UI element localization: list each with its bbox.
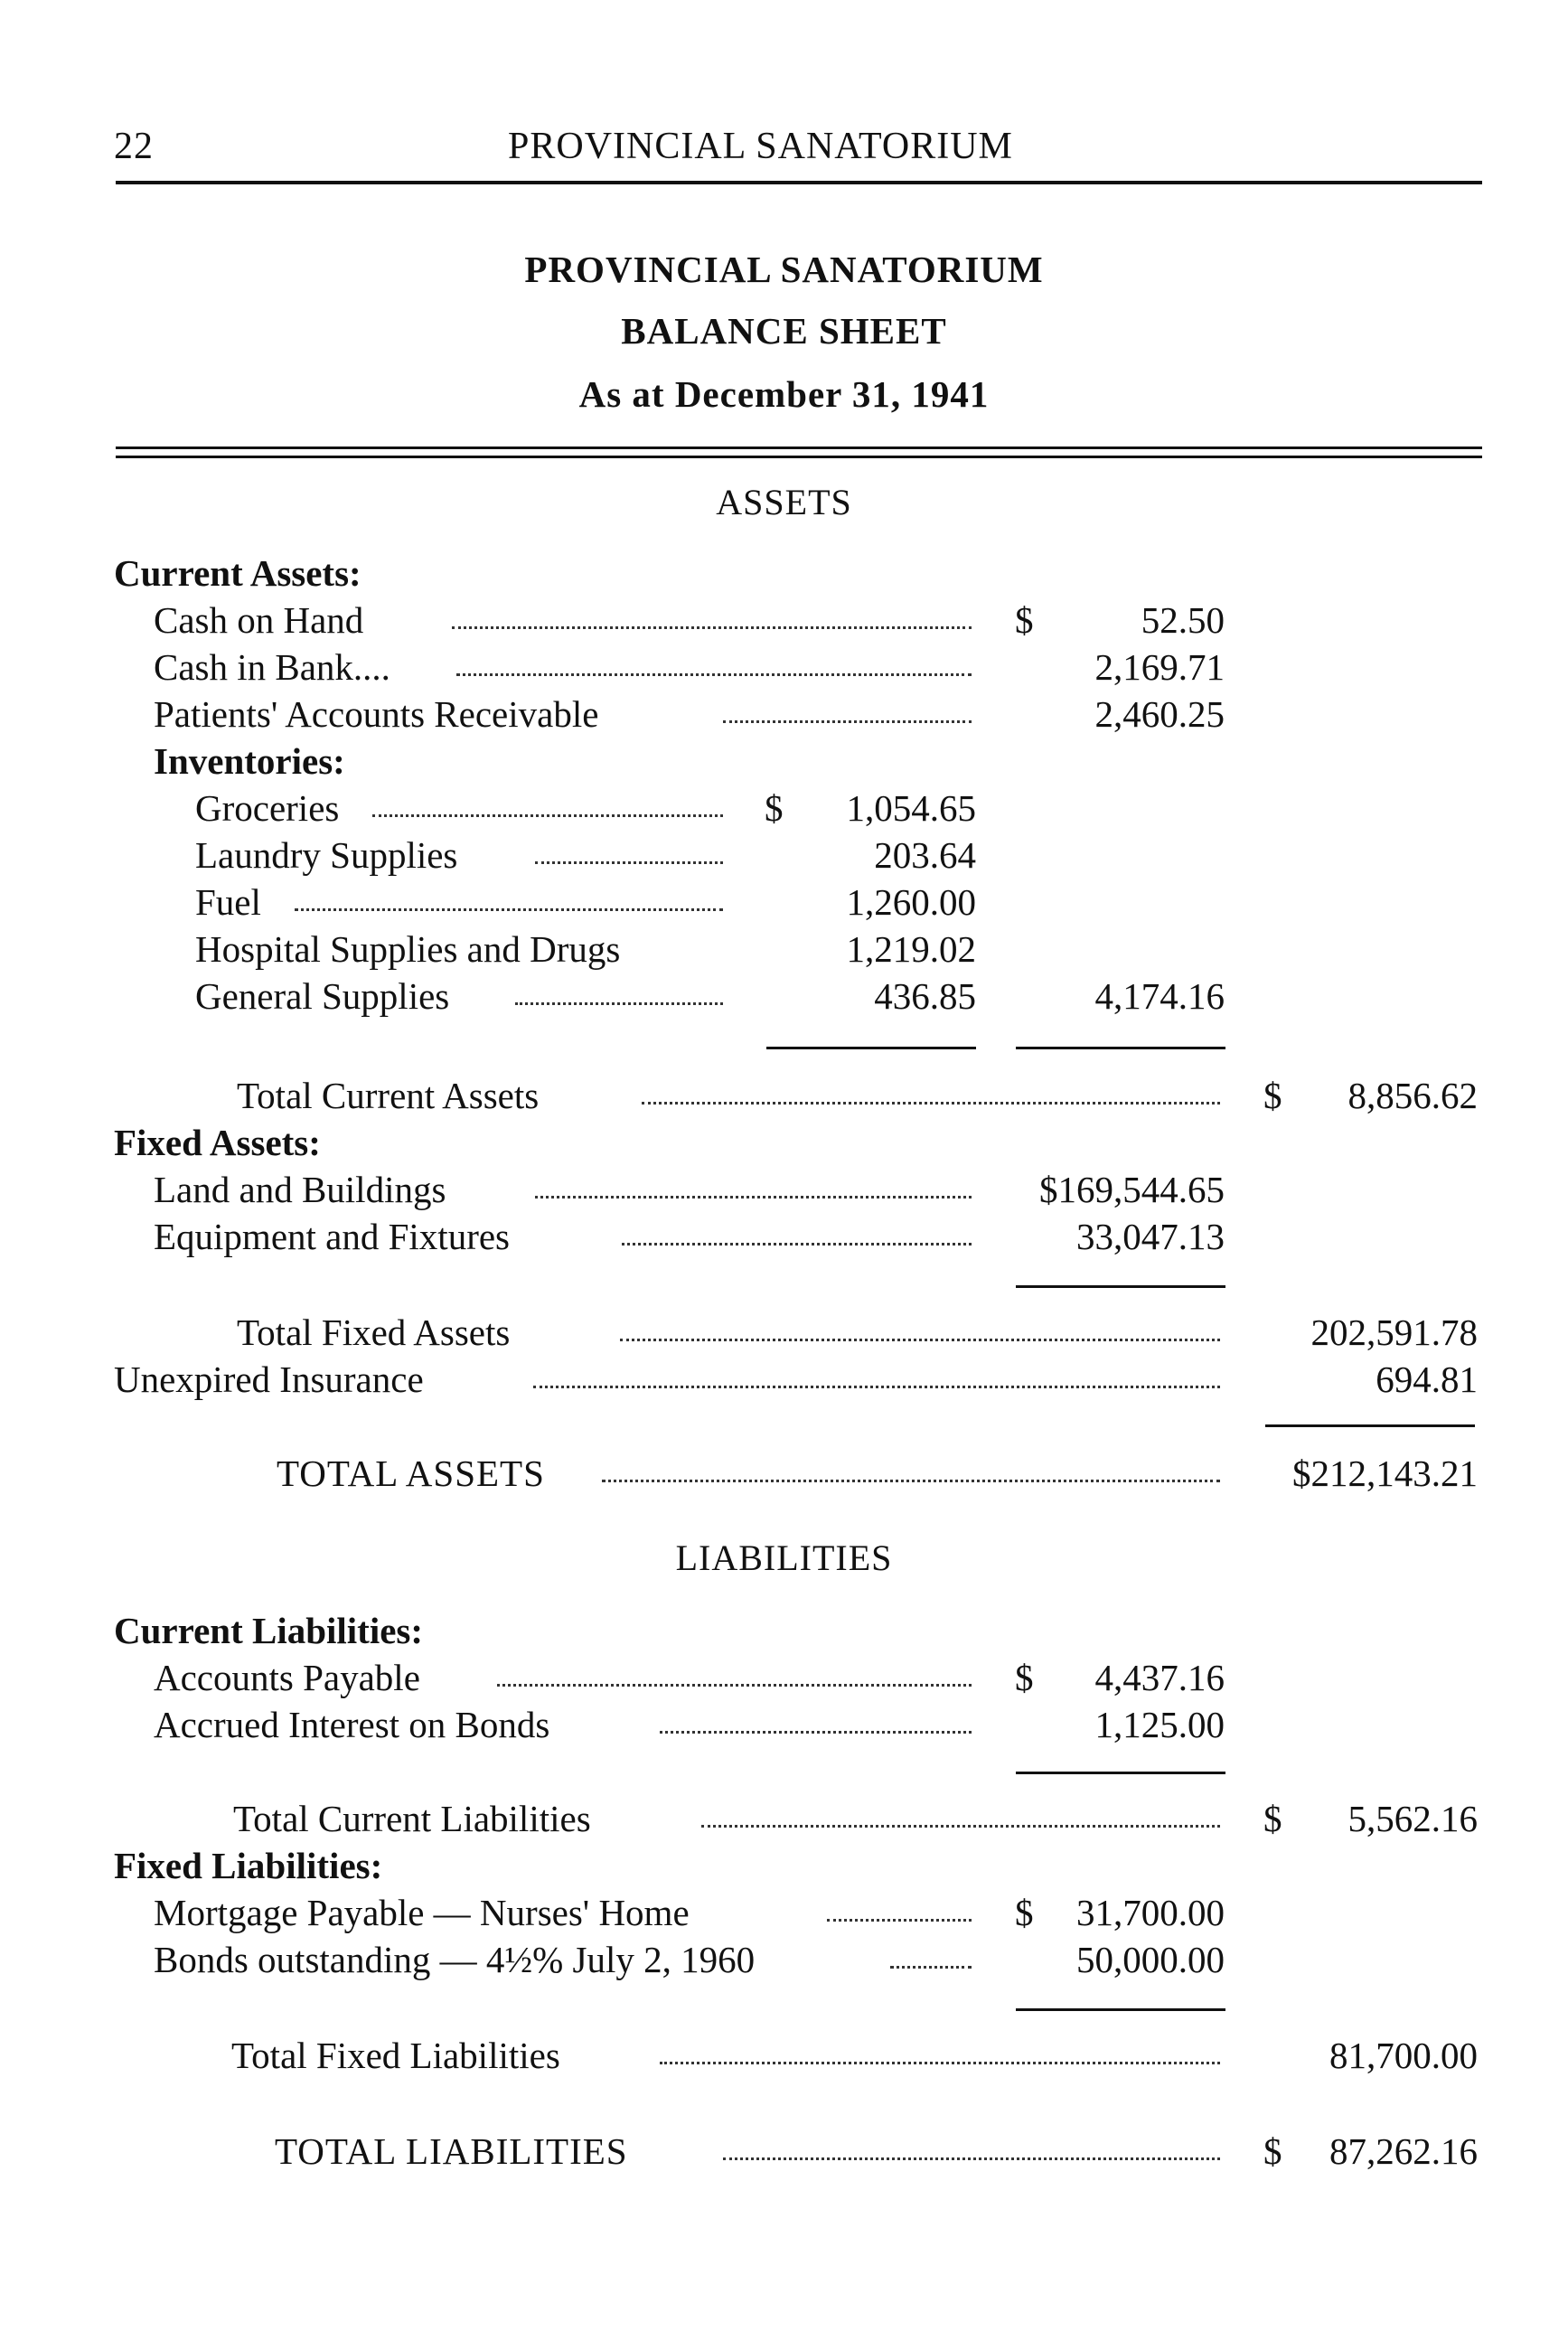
leader-dots (452, 619, 972, 629)
hospital-supplies-value: 1,219.02 (846, 928, 976, 970)
total-fixed-liabilities-label: Total Fixed Liabilities (231, 2035, 560, 2076)
leader-dots (602, 1472, 1220, 1482)
cash-on-hand-label: Cash on Hand (154, 599, 364, 641)
general-supplies-value: 436.85 (874, 975, 976, 1017)
total-assets-label: TOTAL ASSETS (277, 1452, 545, 1494)
subtotal-rule (1016, 1772, 1225, 1774)
inventories-total-value: 4,174.16 (1094, 975, 1225, 1017)
laundry-value: 203.64 (874, 834, 976, 876)
currency-symbol: $ (1015, 1657, 1034, 1698)
cash-on-hand-value: 52.50 (1141, 599, 1225, 641)
total-fixed-assets-label: Total Fixed Assets (237, 1311, 511, 1353)
total-rule (1265, 1424, 1475, 1427)
leader-dots (533, 1378, 1220, 1388)
assets-heading: ASSETS (716, 482, 852, 522)
accounts-payable-value: 4,437.16 (1094, 1657, 1225, 1698)
laundry-label: Laundry Supplies (195, 834, 458, 876)
total-liabilities-label: TOTAL LIABILITIES (275, 2130, 628, 2172)
cash-in-bank-value: 2,169.71 (1094, 646, 1225, 688)
currency-symbol: $ (1015, 599, 1034, 641)
land-buildings-value: $169,544.65 (1039, 1169, 1225, 1210)
current-assets-heading: Current Assets: (114, 552, 361, 594)
leader-dots (535, 854, 723, 864)
fixed-liabilities-heading: Fixed Liabilities: (114, 1845, 383, 1886)
subtotal-rule (1016, 1047, 1225, 1049)
bonds-outstanding-value: 50,000.00 (1076, 1939, 1225, 1980)
leader-dots (660, 2054, 1220, 2064)
title-rule-top (116, 446, 1482, 449)
leader-dots (372, 807, 723, 817)
title-rule-bottom (116, 456, 1482, 458)
total-current-assets-label: Total Current Assets (237, 1075, 540, 1116)
leader-dots (827, 1912, 972, 1922)
cash-in-bank-label: Cash in Bank.... (154, 646, 390, 688)
leader-dots (660, 1724, 972, 1734)
header-rule (116, 181, 1482, 184)
document-subtitle: BALANCE SHEET (621, 310, 947, 352)
leader-dots (890, 1959, 972, 1969)
currency-symbol: $ (1263, 2130, 1282, 2172)
accrued-interest-value: 1,125.00 (1094, 1704, 1225, 1745)
groceries-value: 1,054.65 (846, 787, 976, 829)
inventories-heading: Inventories: (154, 740, 345, 782)
hospital-supplies-label: Hospital Supplies and Drugs (195, 928, 621, 970)
total-fixed-liabilities-value: 81,700.00 (1329, 2035, 1478, 2076)
mortgage-payable-label: Mortgage Payable — Nurses' Home (154, 1892, 690, 1933)
liabilities-heading: LIABILITIES (675, 1537, 893, 1578)
leader-dots (456, 666, 972, 676)
leader-dots (535, 1189, 972, 1198)
leader-dots (497, 1677, 972, 1687)
leader-dots (723, 713, 972, 723)
leader-dots (620, 1331, 1220, 1341)
currency-symbol: $ (1263, 1798, 1282, 1839)
leader-dots (642, 1095, 1220, 1104)
subtotal-rule (766, 1047, 976, 1049)
currency-symbol: $ (1263, 1075, 1282, 1116)
unexpired-insurance-label: Unexpired Insurance (114, 1358, 424, 1400)
patients-receivable-label: Patients' Accounts Receivable (154, 693, 599, 735)
page-number: 22 (114, 126, 154, 167)
total-current-assets-value: 8,856.62 (1347, 1075, 1478, 1116)
fuel-value: 1,260.00 (846, 881, 976, 923)
leader-dots (295, 901, 723, 911)
leader-dots (515, 995, 723, 1005)
leader-dots (723, 2150, 1220, 2160)
unexpired-insurance-value: 694.81 (1376, 1358, 1478, 1400)
leader-dots (622, 1236, 972, 1246)
equipment-fixtures-label: Equipment and Fixtures (154, 1216, 511, 1257)
patients-receivable-value: 2,460.25 (1094, 693, 1225, 735)
equipment-fixtures-value: 33,047.13 (1076, 1216, 1225, 1257)
accounts-payable-label: Accounts Payable (154, 1657, 420, 1698)
bonds-outstanding-label: Bonds outstanding — 4½% July 2, 1960 (154, 1939, 756, 1980)
document-title: PROVINCIAL SANATORIUM (524, 249, 1044, 290)
subtotal-rule (1016, 1285, 1225, 1288)
fuel-label: Fuel (195, 881, 261, 923)
groceries-label: Groceries (195, 787, 340, 829)
currency-symbol: $ (1015, 1892, 1034, 1933)
currency-symbol: $ (765, 787, 784, 829)
accrued-interest-label: Accrued Interest on Bonds (154, 1704, 550, 1745)
total-current-liabilities-value: 5,562.16 (1347, 1798, 1478, 1839)
running-head: PROVINCIAL SANATORIUM (508, 126, 1013, 167)
fixed-assets-heading: Fixed Assets: (114, 1122, 321, 1163)
leader-dots (701, 1818, 1220, 1828)
total-liabilities-value: 87,262.16 (1329, 2130, 1478, 2172)
mortgage-payable-value: 31,700.00 (1076, 1892, 1225, 1933)
general-supplies-label: General Supplies (195, 975, 450, 1017)
total-fixed-assets-value: 202,591.78 (1310, 1311, 1478, 1353)
land-buildings-label: Land and Buildings (154, 1169, 446, 1210)
date-line: As at December 31, 1941 (578, 373, 990, 415)
subtotal-rule (1016, 2008, 1225, 2011)
total-current-liabilities-label: Total Current Liabilities (233, 1798, 591, 1839)
total-assets-value: $212,143.21 (1292, 1452, 1478, 1494)
current-liabilities-heading: Current Liabilities: (114, 1610, 424, 1651)
